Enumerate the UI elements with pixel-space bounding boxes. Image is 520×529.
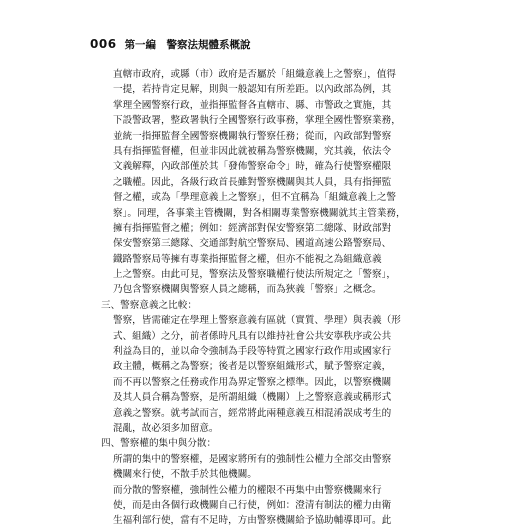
section-heading xyxy=(101,298,430,313)
body-text xyxy=(101,67,430,529)
text-line: 一提，若持肯定見解，則與一般認知有所差距。以內政部為例，其 xyxy=(113,84,392,96)
text-line: 所謂的集中的警察權，是國家將所有的強制性公權力全部交由警察 xyxy=(113,453,392,465)
text-line: 察」。同理，各事業主管機關，對各相關專業警察機關就其主管業務， xyxy=(113,207,406,219)
text-line: 而分散的警察權，強制性公權力的權限不再集中由警察機關來行 xyxy=(113,484,382,496)
text-line: 保安警察第三總隊、交通部對航空警察局、國道高速公路警察局、 xyxy=(113,238,392,250)
text-line: 政主體，概稱之為警察；後者是以警察組織形式，賦予警察定義， xyxy=(113,361,392,373)
paragraph xyxy=(113,452,430,529)
text-line: 掌理全國警察行政，並指揮監督各直轄市、縣、市警政之實施，其 xyxy=(113,99,392,111)
text-line: 下設警政署，整政署執行全國警察行政事務，掌理全國性警察業務， xyxy=(113,115,401,127)
text-line: 機關來行使，不散手於其他機關。 xyxy=(113,469,257,481)
text-line: 混亂，故必須多加留意。 xyxy=(113,422,219,434)
text-line: 式、組織）之分，前者係時凡具有以維持社會公共安寧秩序或公共 xyxy=(113,330,392,342)
text-line: 具有指揮監督權，但並非因此就被稱為警察機關，究其義，依法令 xyxy=(113,145,392,157)
paragraph xyxy=(113,313,430,436)
section-heading xyxy=(101,436,430,451)
text-line: 文義解釋，內政部僅於其「發佈警察命令」時，確為行使警察權限 xyxy=(113,161,392,173)
paragraph xyxy=(113,67,430,298)
text-line: 乃包含警察機關與警察人員之總稱，而為狹義「警察」之概念。 xyxy=(113,284,382,296)
text-line: 之職權。因此，各級行政首長雖對警察機關與其人員，具有指揮監 xyxy=(113,176,392,188)
text-line: 並統一指揮監督全國警察機關執行警察任務；從而，內政部對警察 xyxy=(113,130,392,142)
page-number: 006 xyxy=(90,37,117,51)
chapter-title: 第一編 警察法規體系概說 xyxy=(124,39,251,51)
text-line: 意義之警察。就考試而言，經常將此兩種意義互相混淆誤成考生的 xyxy=(113,407,392,419)
text-line: 利益為目的，並以命令強制為手段等特質之國家行政作用或國家行 xyxy=(113,346,392,358)
heading-text: 四、警察權的集中與分散： xyxy=(101,438,217,450)
text-line: 擁有指揮監督之權；例如：經濟部對保安警察第二總隊、財政部對 xyxy=(113,222,392,234)
text-line: 警察，皆需確定在學理上警察意義有區就（實質、學理）與表義（形 xyxy=(113,315,401,327)
text-line: 及其人員合稱為警察，是所謂組織（機關）上之警察意義或稱形式 xyxy=(113,392,392,404)
heading-text: 三、警察意義之比較： xyxy=(101,299,197,311)
text-line: 使，而是由各個行政機關自己行使，例如：澄清有制法的權力由衛 xyxy=(113,499,392,511)
text-line: 督之權，或為「學理意義上之警察」，但不宜稱為「組織意義上之警 xyxy=(113,192,397,204)
running-header xyxy=(90,37,251,52)
text-line: 生福利部行使，當有不足時，方由警察機關給予協助輔導即可。此 xyxy=(113,515,392,527)
text-line: 鐵路警察局等擁有專業指揮監督之權，但亦不能視之為組織意義 xyxy=(113,253,382,265)
text-line: 上之警察。由此可見，警察法及警察職權行使法所規定之「警察」， xyxy=(113,269,397,281)
text-line: 直轄市政府，或縣（市）政府是否屬於「組織意義上之警察」，值得 xyxy=(113,69,397,80)
text-line: 而不再以警察之任務或作用為界定警察之標準。因此，以警察機關 xyxy=(113,376,392,388)
